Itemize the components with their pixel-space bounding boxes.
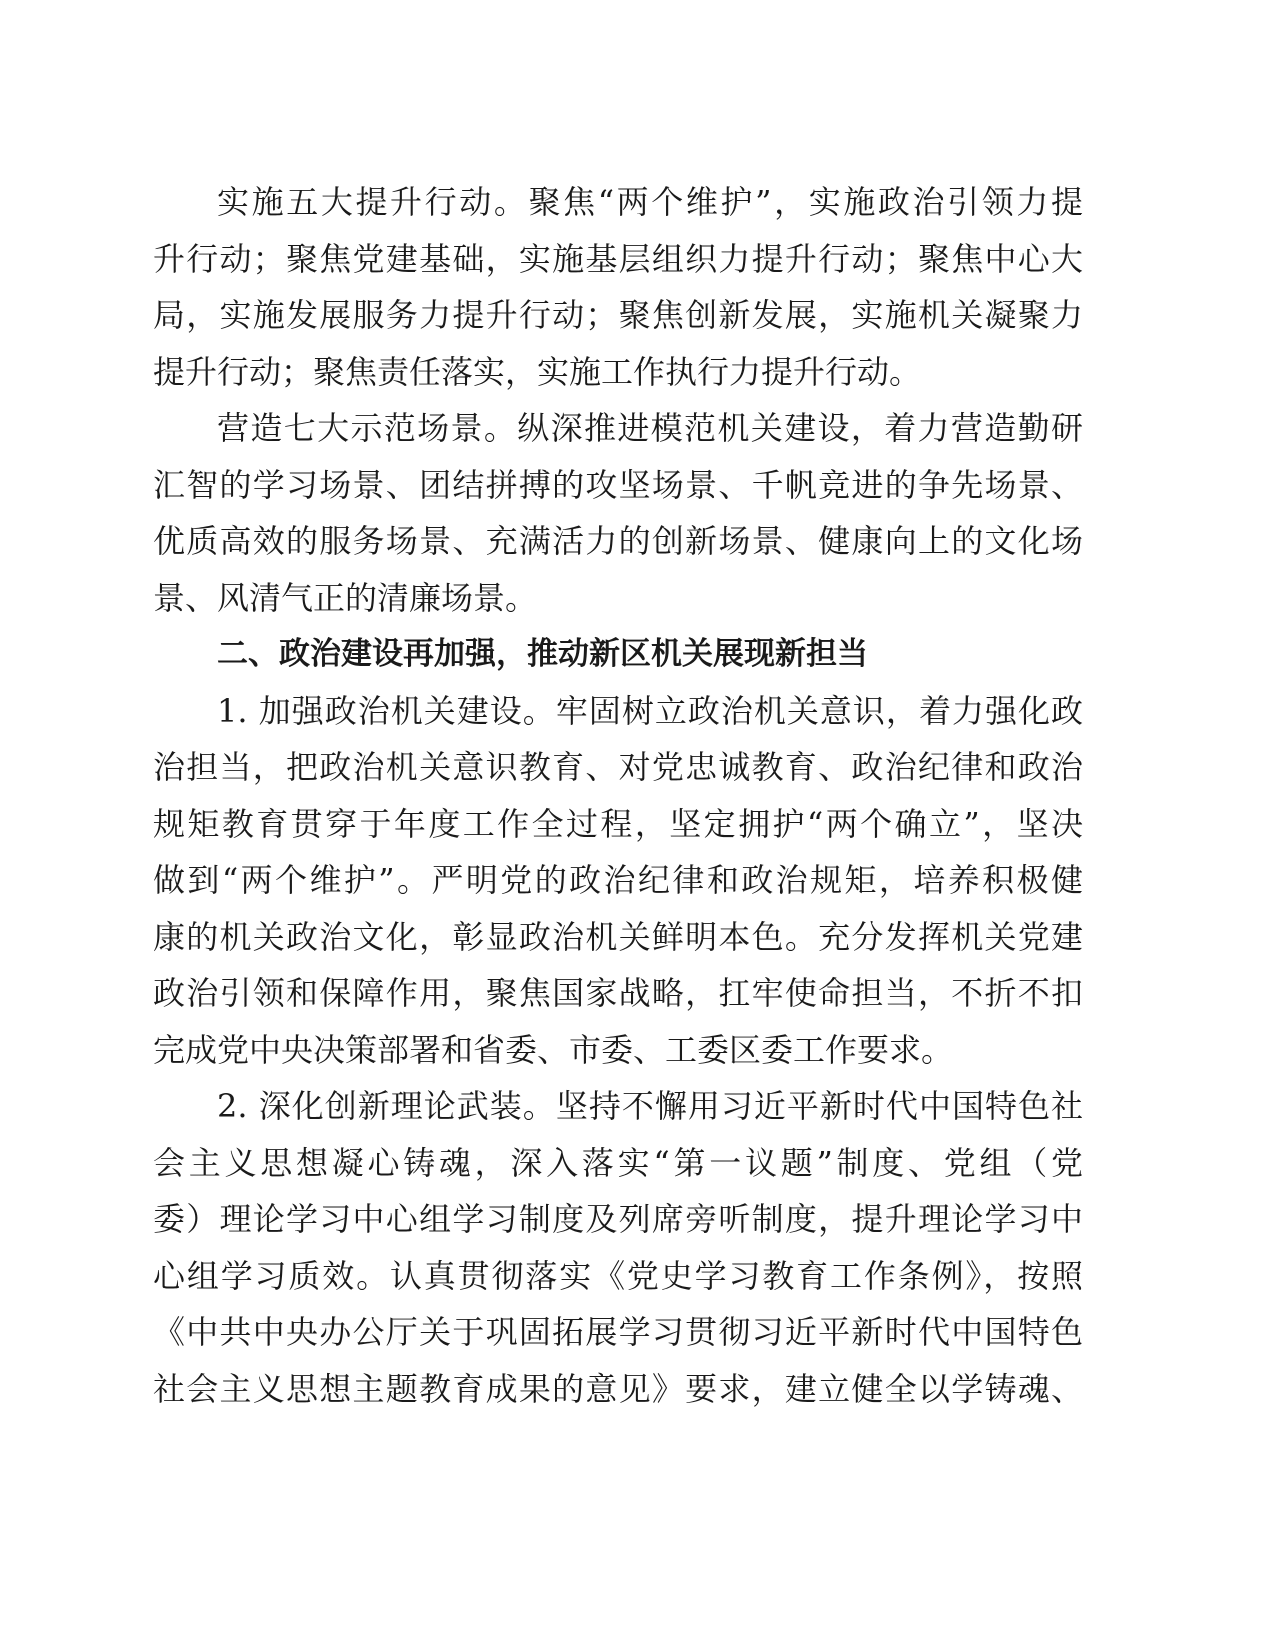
item-2-line-2: 会主义思想凝心铸魂，深入落实“第一议题”制度、党组（党 [153, 1144, 1083, 1182]
paragraph-1-line-2: 升行动；聚焦党建基础，实施基层组织力提升行动；聚焦中心大 [153, 240, 1083, 278]
paragraph-2-line-3: 优质高效的服务场景、充满活力的创新场景、健康向上的文化场 [153, 522, 1083, 560]
paragraph-2-line-4: 景、风清气正的清廉场景。 [153, 579, 538, 617]
item-1-line-4: 做到“两个维护”。严明党的政治纪律和政治规矩，培养积极健 [153, 861, 1083, 899]
paragraph-1-line-4: 提升行动；聚焦责任落实，实施工作执行力提升行动。 [153, 353, 922, 391]
item-2-line-3: 委）理论学习中心组学习制度及列席旁听制度，提升理论学习中 [153, 1200, 1083, 1238]
item-1-line-7: 完成党中央决策部署和省委、市委、工委区委工作要求。 [153, 1031, 954, 1069]
paragraph-2-line-1: 营造七大示范场景。纵深推进模范机关建设，着力营造勤研 [217, 409, 1083, 447]
item-1-line-5: 康的机关政治文化，彰显政治机关鲜明本色。充分发挥机关党建 [153, 918, 1083, 956]
section-heading: 二、政治建设再加强，推动新区机关展现新担当 [217, 636, 868, 672]
paragraph-1-line-1: 实施五大提升行动。聚焦“两个维护”，实施政治引领力提 [217, 183, 1083, 221]
item-1-line-2: 治担当，把政治机关意识教育、对党忠诚教育、政治纪律和政治 [153, 748, 1083, 786]
paragraph-1-line-3: 局，实施发展服务力提升行动；聚焦创新发展，实施机关凝聚力 [153, 296, 1083, 334]
item-2-line-5: 《中共中央办公厅关于巩固拓展学习贯彻习近平新时代中国特色 [153, 1313, 1083, 1351]
paragraph-2-line-2: 汇智的学习场景、团结拼搏的攻坚场景、千帆竞进的争先场景、 [153, 466, 1083, 504]
item-2-line-1: 2. 深化创新理论武装。坚持不懈用习近平新时代中国特色社 [217, 1087, 1083, 1125]
item-1-line-3: 规矩教育贯穿于年度工作全过程，坚定拥护“两个确立”，坚决 [153, 805, 1083, 843]
item-1-line-1: 1. 加强政治机关建设。牢固树立政治机关意识，着力强化政 [217, 692, 1083, 730]
item-2-line-4: 心组学习质效。认真贯彻落实《党史学习教育工作条例》，按照 [153, 1257, 1083, 1295]
item-1-line-6: 政治引领和保障作用，聚焦国家战略，扛牢使命担当，不折不扣 [153, 974, 1083, 1012]
item-2-line-6: 社会主义思想主题教育成果的意见》要求，建立健全以学铸魂、 [153, 1370, 1083, 1408]
